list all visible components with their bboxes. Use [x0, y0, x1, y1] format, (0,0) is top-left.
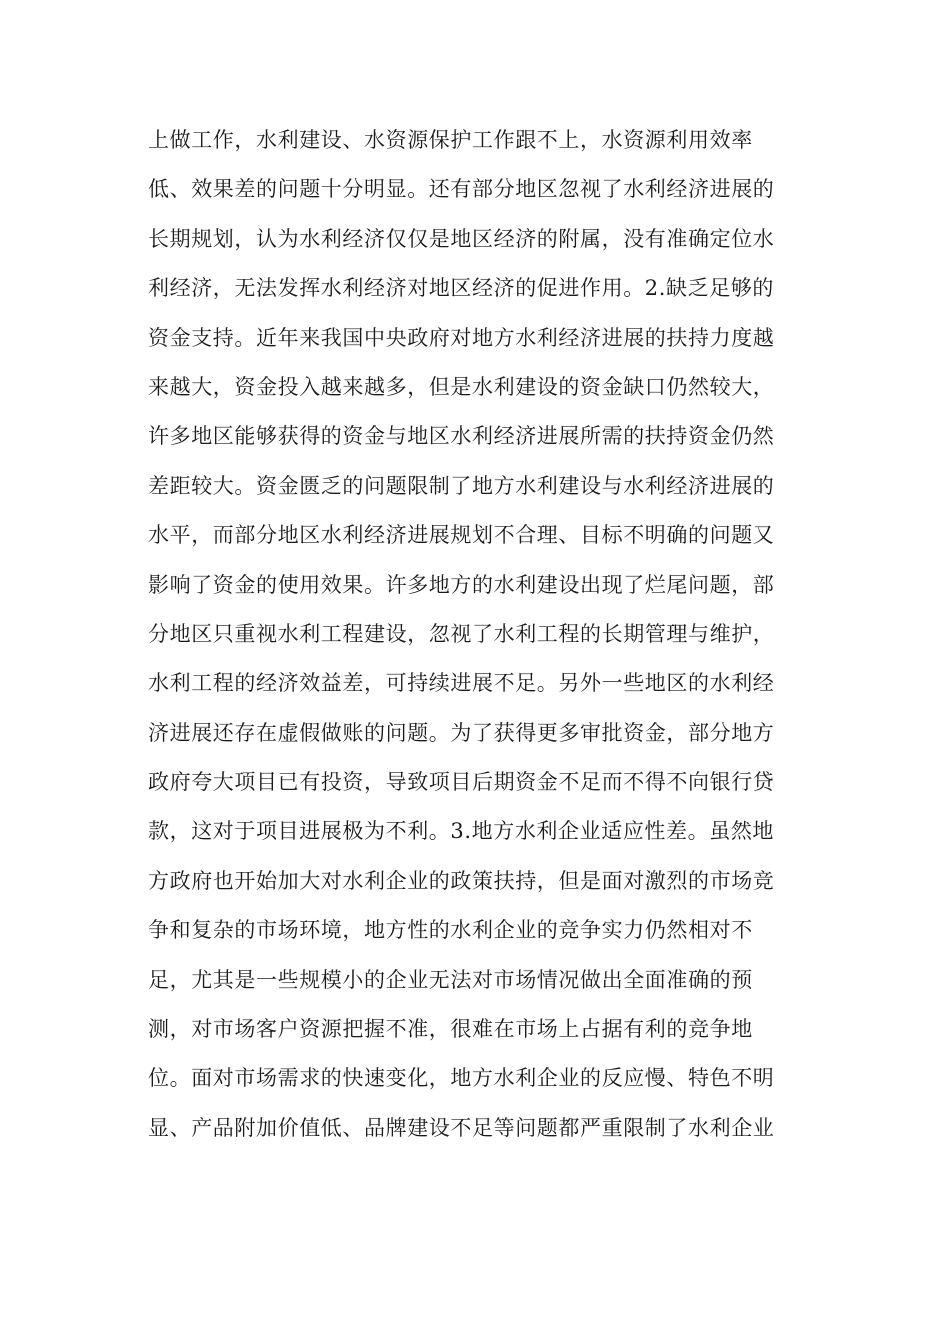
text-line: 低、效果差的问题十分明显。还有部分地区忽视了水利经济进展的: [148, 177, 775, 202]
text-line: 资金支持。近年来我国中央政府对地方水利经济进展的扶持力度越: [148, 325, 775, 350]
text-line: 争和复杂的市场环境，地方性的水利企业的竞争实力仍然相对不: [148, 918, 753, 943]
text-line: 济进展还存在虚假做账的问题。为了获得更多审批资金，部分地方: [148, 720, 775, 745]
text-line: 款，这对于项目进展极为不利。3.地方水利企业适应性差。虽然地: [148, 819, 775, 844]
text-line: 长期规划，认为水利经济仅仅是地区经济的附属，没有准确定位水: [148, 226, 775, 251]
text-line: 许多地区能够获得的资金与地区水利经济进展所需的扶持资金仍然: [148, 424, 775, 449]
text-line: 影响了资金的使用效果。许多地方的水利建设出现了烂尾问题，部: [148, 572, 775, 597]
text-line: 政府夸大项目已有投资，导致项目后期资金不足而不得不向银行贷: [148, 770, 775, 795]
text-line: 显、产品附加价值低、品牌建设不足等问题都严重限制了水利企业: [148, 1115, 775, 1140]
text-line: 方政府也开始加大对水利企业的政策扶持，但是面对激烈的市场竞: [148, 868, 775, 893]
text-line: 水利工程的经济效益差，可持续进展不足。另外一些地区的水利经: [148, 671, 775, 696]
text-line: 来越大，资金投入越来越多，但是水利建设的资金缺口仍然较大，: [148, 374, 775, 399]
text-line: 测，对市场客户资源把握不准，很难在市场上占据有利的竞争地: [148, 1017, 753, 1042]
body-text: [148, 116, 808, 1153]
text-line: 分地区只重视水利工程建设，忽视了水利工程的长期管理与维护，: [148, 621, 775, 646]
text-line: 利经济，无法发挥水利经济对地区经济的促进作用。2.缺乏足够的: [148, 276, 775, 301]
text-line: 足，尤其是一些规模小的企业无法对市场情况做出全面准确的预: [148, 967, 753, 992]
text-line: 位。面对市场需求的快速变化，地方水利企业的反应慢、特色不明: [148, 1066, 775, 1091]
text-line: 水平，而部分地区水利经济进展规划不合理、目标不明确的问题又: [148, 523, 775, 548]
text-line: 上做工作，水利建设、水资源保护工作跟不上，水资源利用效率: [148, 128, 753, 152]
text-line: 差距较大。资金匮乏的问题限制了地方水利建设与水利经济进展的: [148, 473, 775, 498]
